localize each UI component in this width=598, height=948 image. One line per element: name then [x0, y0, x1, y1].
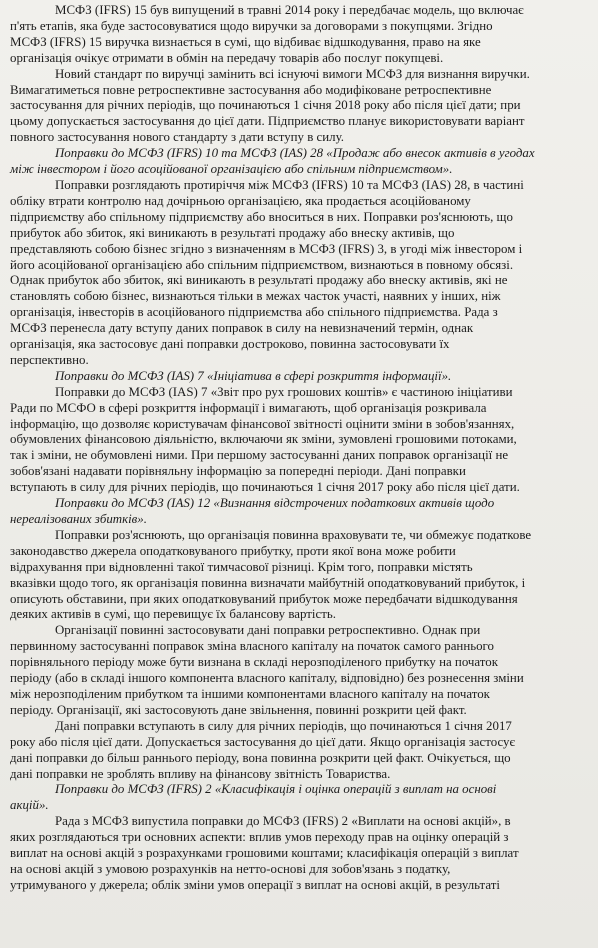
heading-ifrs10-ias28: Поправки до МСФЗ (IFRS) 10 та МСФЗ (IAS) 28 «Продаж або внесок активів в угодах між інвестором і його асоційованої організацією або спільним підприємством».	[10, 146, 535, 177]
heading-ias7: Поправки до МСФЗ (IAS) 7 «Ініціатива в сфері розкриття інформації».	[55, 368, 452, 383]
heading-ifrs2: Поправки до МСФЗ (IFRS) 2 «Класифікація і оцінка операцій з виплат на основі акцій».	[10, 782, 497, 813]
paragraph-ifrs15-intro: МСФЗ (IFRS) 15 був випущений в травні 2014 року і передбачає модель, що включає п'ять етапів, яка буде застосовуватися щодо виручки за договорами з покупцями. Згідно МСФЗ (IFRS) 15 виручка визнається в сумі, що відбиває відшкодування, право на яке організація очікує отримати в обмін на передачу товарів або послуг покупцеві.	[10, 3, 524, 65]
paragraph-ifrs2: Рада з МСФЗ випустила поправки до МСФЗ (IFRS) 2 «Виплати на основі акцій», в яких розглядаються три основних аспекти: вплив умов переходу прав на оцінку операцій з виплат на основі акцій з розрахунками грошовими коштами; класифікація операцій з виплат на основі акцій з умовою розрахунків на нетто-основі для зобов'язань з податку, утримуваного у джерела; облік зміни умов операції з виплат на основі акцій, в результаті	[10, 814, 519, 892]
paragraph-ias7: Поправки до МСФЗ (IAS) 7 «Звіт про рух грошових коштів» є частиною ініціативи Ради по МСФО в сфері розкриття інформації і вимагають, щоб організація розкривала інформацію, що дозволяє користувачам фінансової звітності оцінити зміни в зобов'язаннях, обумовлених фінансовою діяльністю, включаючи як зміни, зумовлені грошовими потоками, так і зміни, не обумовлені ними. При першому застосуванні даних поправок організації не зобов'язані надавати порівняльну інформацію за попередні періоди. Дані поправки вступають в силу для річних періодів, що починаються 1 січня 2017 року або після цієї дати.	[10, 384, 520, 495]
paragraph-effective-date: Дані поправки вступають в силу для річних періодів, що починаються 1 січня 2017 року або після цієї дати. Допускається застосування до цієї дати. Якщо організація застосує дані поправки до більш раннього періоду, вона повинна розкрити цей факт. Очікується, що дані поправки не зроблять впливу на фінансову звітність Товариства.	[10, 718, 516, 781]
paragraph-ifrs10-ias28: Поправки розглядають протиріччя між МСФЗ (IFRS) 10 та МСФЗ (IAS) 28, в частині обліку втрати контролю над дочірньою організацією, яка продається асоційованому підприємству або спільному підприємству або вноситься в них. Поправки роз'яснюють, що прибуток або збиток, які виникають в результаті продажу або внеску активів, що представляють собою бізнес згідно з визначенням в МСФЗ (IFRS) 3, в угоді між інвестором і його асоційованої організацією або спільним підприємством, визнаються в повному обсязі. Однак прибуток або збиток, які виникають в результаті продажу або внеску активів, які не становлять собою бізнес, визнаються тільки в межах часток участі, наявних у інших, ніж організація, інвесторів в асоційованого підприємства або спільного підприємства. Рада з МСФЗ перенесла дату вступу даних поправок в силу на невизначений термін, однак організація, яка застосовує дані поправки достроково, повинна застосовувати їх перспективно.	[10, 177, 524, 367]
paragraph-revenue-standard: Новий стандарт по виручці замінить всі існуючі вимоги МСФЗ для визнання виручки. Вимагатиметься повне ретроспективне застосування або модифіковане ретроспективне застосування для річних періодів, що починаються 1 січня 2018 року або після цієї дати; при цьому допускається застосування до цієї дати. Підприємство планує використовувати варіант повного застосування нового стандарту з дати вступу в силу.	[10, 66, 530, 145]
paragraph-retrospective: Організації повинні застосовувати дані поправки ретроспективно. Однак при первинному застосуванні поправок зміна власного капіталу на початок самого раннього порівняльного періоду може бути визнана в складі нерозподіленого прибутку на початок періоду (або в складі іншого компонента власного капіталу, відповідно) без рознесення зміни між нерозподіленим прибутком та іншими компонентами власного капіталу на початок періоду. Організації, які застосовують дане звільнення, повинні розкрити цей факт.	[10, 623, 524, 717]
heading-ias12: Поправки до МСФЗ (IAS) 12 «Визнання відстрочених податкових активів щодо нереалізованих збитків».	[10, 496, 495, 526]
paragraph-ias12: Поправки роз'яснюють, що організація повинна враховувати те, чи обмежує податкове законодавство джерела оподатковуваного прибутку, проти якої вона може робити відрахування при відновленні такої тимчасової різниці. Крім того, поправки містять вказівки щодо того, як організація повинна визначати майбутній оподатковуваний прибуток, і описують обставини, при яких оподатковуваний прибуток може передбачати відшкодування деяких активів в сумі, що перевищує їх балансову вартість.	[10, 527, 532, 622]
document-body	[10, 3, 592, 894]
